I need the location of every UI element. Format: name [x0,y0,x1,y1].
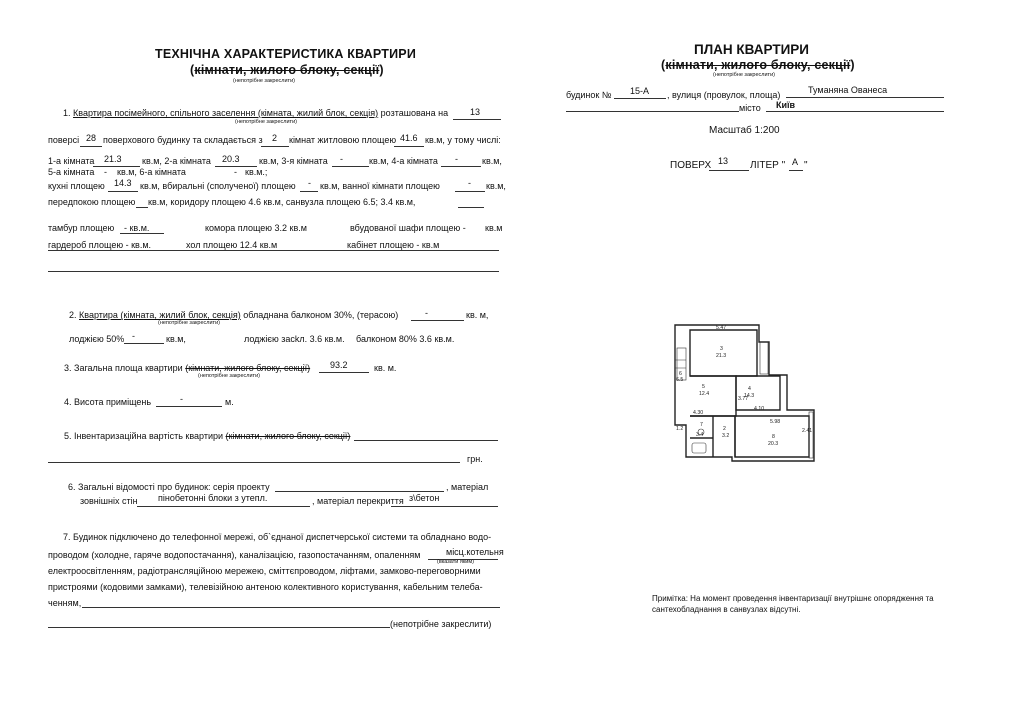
wc: - [308,178,311,188]
r6-label: кв.м, 6-а кімната [117,167,186,177]
room-4-wall [736,376,780,410]
plan-floor: 13 [718,156,729,166]
line [391,506,498,507]
p6-text1-end: , матеріал [446,482,489,492]
p2-text: обладнана балконом 30%, (терасою) [240,310,399,320]
left-subtitle [190,63,384,78]
r4-unit: кв.м, [482,156,502,166]
line [108,191,138,192]
p1-line2-b: поверхового будинку та складається з [103,135,263,145]
p2-note: (непотрібне закреслити) [158,320,220,326]
p1-note: (непотрібне закреслити) [235,119,297,125]
p5-unit: грн. [467,454,483,464]
plan-note-l2: сантехобладнання в санвузлах відсутні. [652,605,801,614]
r2: 20.3 [222,154,240,164]
left-title: ТЕХНІЧНА ХАРАКТЕРИСТИКА КВАРТИРИ [155,47,417,61]
line [786,97,944,98]
p7-note-end: (непотрібне закреслити) [390,619,492,629]
p6-walls: пінобетонні блоки з утепл. [158,493,268,503]
room-4-area: 14.3 [744,393,755,399]
r2-label: кв.м, 2-а кімната [142,156,211,166]
p1-line2-a: поверсі [48,135,80,145]
subtitle-close: ) [850,58,855,72]
floor-plan [672,320,842,468]
street-label: , вулиця (провулок, площа) [667,90,781,100]
street: Туманяна Ованеса [808,85,888,95]
room-6-num: 6 [679,371,682,377]
line [789,170,803,171]
p6-text3: , матеріал перекриття [312,496,404,506]
line [48,250,499,251]
plan-labels [676,325,812,447]
liter-label: ЛІТЕР " [750,160,786,171]
room-7-num: 7 [700,422,703,428]
p7-l5: ченням, [48,598,82,608]
room-4-num: 4 [748,386,751,392]
subtitle-open: ( [190,63,195,77]
house-label: будинок № [566,90,612,100]
line [275,491,444,492]
p7-heating-note: (вказати яким) [437,559,474,565]
hall-label: передпокою площею [48,197,136,207]
line [614,98,666,99]
floor-label: ПОВЕРХ [670,160,712,171]
line [48,271,499,272]
p2-line1 [69,310,398,321]
room-8-num: 8 [772,434,775,440]
bath-fixture [692,443,706,453]
terrace: - [425,308,428,318]
bath: - [468,178,471,188]
room-3-area: 21.3 [716,353,727,359]
p3-text: 3. Загальна площа квартири [64,363,186,373]
line [709,170,749,171]
p4-unit: м. [225,397,234,407]
line [82,607,500,608]
p3-value: 93.2 [330,360,348,370]
line [411,320,464,321]
r6-unit: кв.м.; [245,167,268,177]
balcony-lines [675,360,686,368]
p3-line [64,363,310,374]
city-label: місто [739,103,761,113]
r5: - [104,167,107,177]
plan-note-l1: Примітка: На момент проведення інвентаризації внутрішнє опорядження та [652,594,934,603]
line [124,343,164,344]
dim-4-10: 4.10 [754,406,765,412]
p1-line1 [63,108,448,119]
bath-unit: кв.м, [486,181,506,191]
liter: А [792,157,799,167]
p1-prefix: 1. [63,108,74,118]
r3-label: кв.м, 3-я кімната [259,156,328,166]
line [354,440,498,441]
room-7-area: 3.4 [696,432,704,438]
p5-text: 5. Інвентаризаційна вартість квартири [64,431,226,441]
p6-slab: з\бетон [409,493,440,503]
p1-floor-line [453,119,501,120]
p5-strike: (кімнати, жилого блоку, секції) [225,431,351,441]
house-no: 15-А [630,86,650,96]
subtitle-strike: кімнати, жилого блоку, секції [665,58,851,72]
wc-label: кв.м, вбиральні (сполученої) площею [140,181,296,191]
r5-label: 5-а кімната [48,167,95,177]
right-subtitle-note: (непотрібне закреслити) [713,72,775,78]
line [156,406,222,407]
living-area: 41.6 [400,133,418,143]
balcony-right [760,342,768,374]
p7-l1: 7. Будинок підключено до телефонної мережі, об`єднаної диспетчерської системи та обладнано водо- [63,532,492,542]
right-title: ПЛАН КВАРТИРИ [694,42,809,57]
p2-balcony: балконом 80% 3.6 кв.м. [356,334,455,344]
left-subtitle-note: (непотрібне закреслити) [233,78,295,84]
line [48,627,390,628]
r4-label: кв.м, 4-а кімната [369,156,438,166]
hol-label: хол площею 12.4 кв.м [186,240,278,250]
p1-text: розташована на [378,108,449,118]
room-6-area: 6.5 [676,377,684,383]
p2-loggia-unit: кв.м, [166,334,186,344]
room-5-num: 5 [702,384,705,390]
p2-prefix: 2. [69,310,80,320]
kitchen: 14.3 [114,178,132,188]
line [766,111,944,112]
line [394,146,424,147]
p1-floor: 13 [470,107,481,117]
p7-heating: місц.котельня [446,547,504,557]
tambur-label: тамбур площею [48,223,115,233]
p7-l4: пристроями (кодовими замками), телевізійною антеною колективного користування, кабельним телеба- [48,582,483,592]
line [332,166,369,167]
right-subtitle [661,58,855,73]
bath-label: кв.м, ванної кімнати площею [320,181,440,191]
floors-total: 28 [86,133,97,143]
p5-line [64,431,350,442]
p2-loggia-glazed: лоджією засkл. 3.6 кв.м. [244,334,345,344]
p1-line2-c: кімнат житловою площею [289,135,397,145]
dim-5-98: 5.98 [770,419,781,425]
r4: - [455,154,458,164]
city: Київ [776,100,796,110]
p2-loggia: лоджією 50% [69,334,125,344]
line [441,166,481,167]
p1-strike: Квартира посімейного, спільного заселення (кімната, жилий блок, секція) [73,108,379,118]
liter-close: " [804,160,808,171]
dim-4-30: 4.30 [693,410,704,416]
rooms: 2 [272,133,278,143]
subtitle-close: ) [379,63,384,77]
line [137,506,310,507]
r3: - [340,154,343,164]
scale: Масштаб 1:200 [709,125,780,136]
p3-unit: кв. м. [374,363,397,373]
line [136,207,148,208]
p1-line2-d: кв.м, у тому числі: [425,135,501,145]
subtitle-open: ( [661,58,666,72]
p4-text: 4. Висота приміщень [64,397,152,407]
line [319,372,369,373]
room-2-num: 2 [723,426,726,432]
closet-unit: кв.м [485,223,503,233]
p2-strike: Квартира (кімната, жилий блок, секція) [79,310,241,320]
kitchen-label: кухні площею [48,181,105,191]
p4-value: - [180,394,183,404]
room-3-num: 3 [720,346,723,352]
room-8-area: 20.3 [768,441,779,447]
p7-l2: проводом (холодне, гаряче водопостачання), каналізацією, газопостачанням, опаленням [48,550,421,560]
p3-strike: (кімнати, жилого блоку, секції) [185,363,311,373]
p6-text1: 6. Загальні відомості про будинок: серія проекту [68,482,270,492]
line [48,462,460,463]
subtitle-strike: кімнати, жилого блоку, секції [194,63,380,77]
closet-label: вбудованої шафи площею - [350,223,466,233]
dim-1-2: 1.2 [676,426,684,432]
room-2-area: 3.2 [722,433,730,439]
line [80,146,102,147]
p2-unit: кв. м, [466,310,489,320]
cabinet-label: кабінет площею - кв.м [347,240,440,250]
line [455,191,485,192]
p7-l3: електроосвітленням, радіотрансляційною мережею, сміттєпроводом, ліфтами, замково-переговорними [48,566,481,576]
dim-5-47: 5.47 [716,325,727,331]
line [458,207,484,208]
dim-2-41: 2.41 [802,428,813,434]
p2-loggia-val: - [132,331,135,341]
dim-3-77: 3.77 [738,396,749,402]
room-5-area: 12.4 [699,391,710,397]
line [261,146,289,147]
line [566,111,739,112]
r1-label: 1-а кімната [48,156,95,166]
line [300,191,318,192]
hall-val: кв.м, коридору площею 4.6 кв.м, санвузла площею 6.5; 3.4 кв.м, [148,197,416,207]
p3-note: (непотрібне закреслити) [198,373,260,379]
r1: 21.3 [104,154,122,164]
r6: - [234,167,237,177]
wardrobe-label: гардероб площею - кв.м. [48,240,152,250]
tambur: - кв.м. [124,223,150,233]
p6-text2: зовнішніх стін [80,496,138,506]
storage-label: комора площею 3.2 кв.м [205,223,307,233]
